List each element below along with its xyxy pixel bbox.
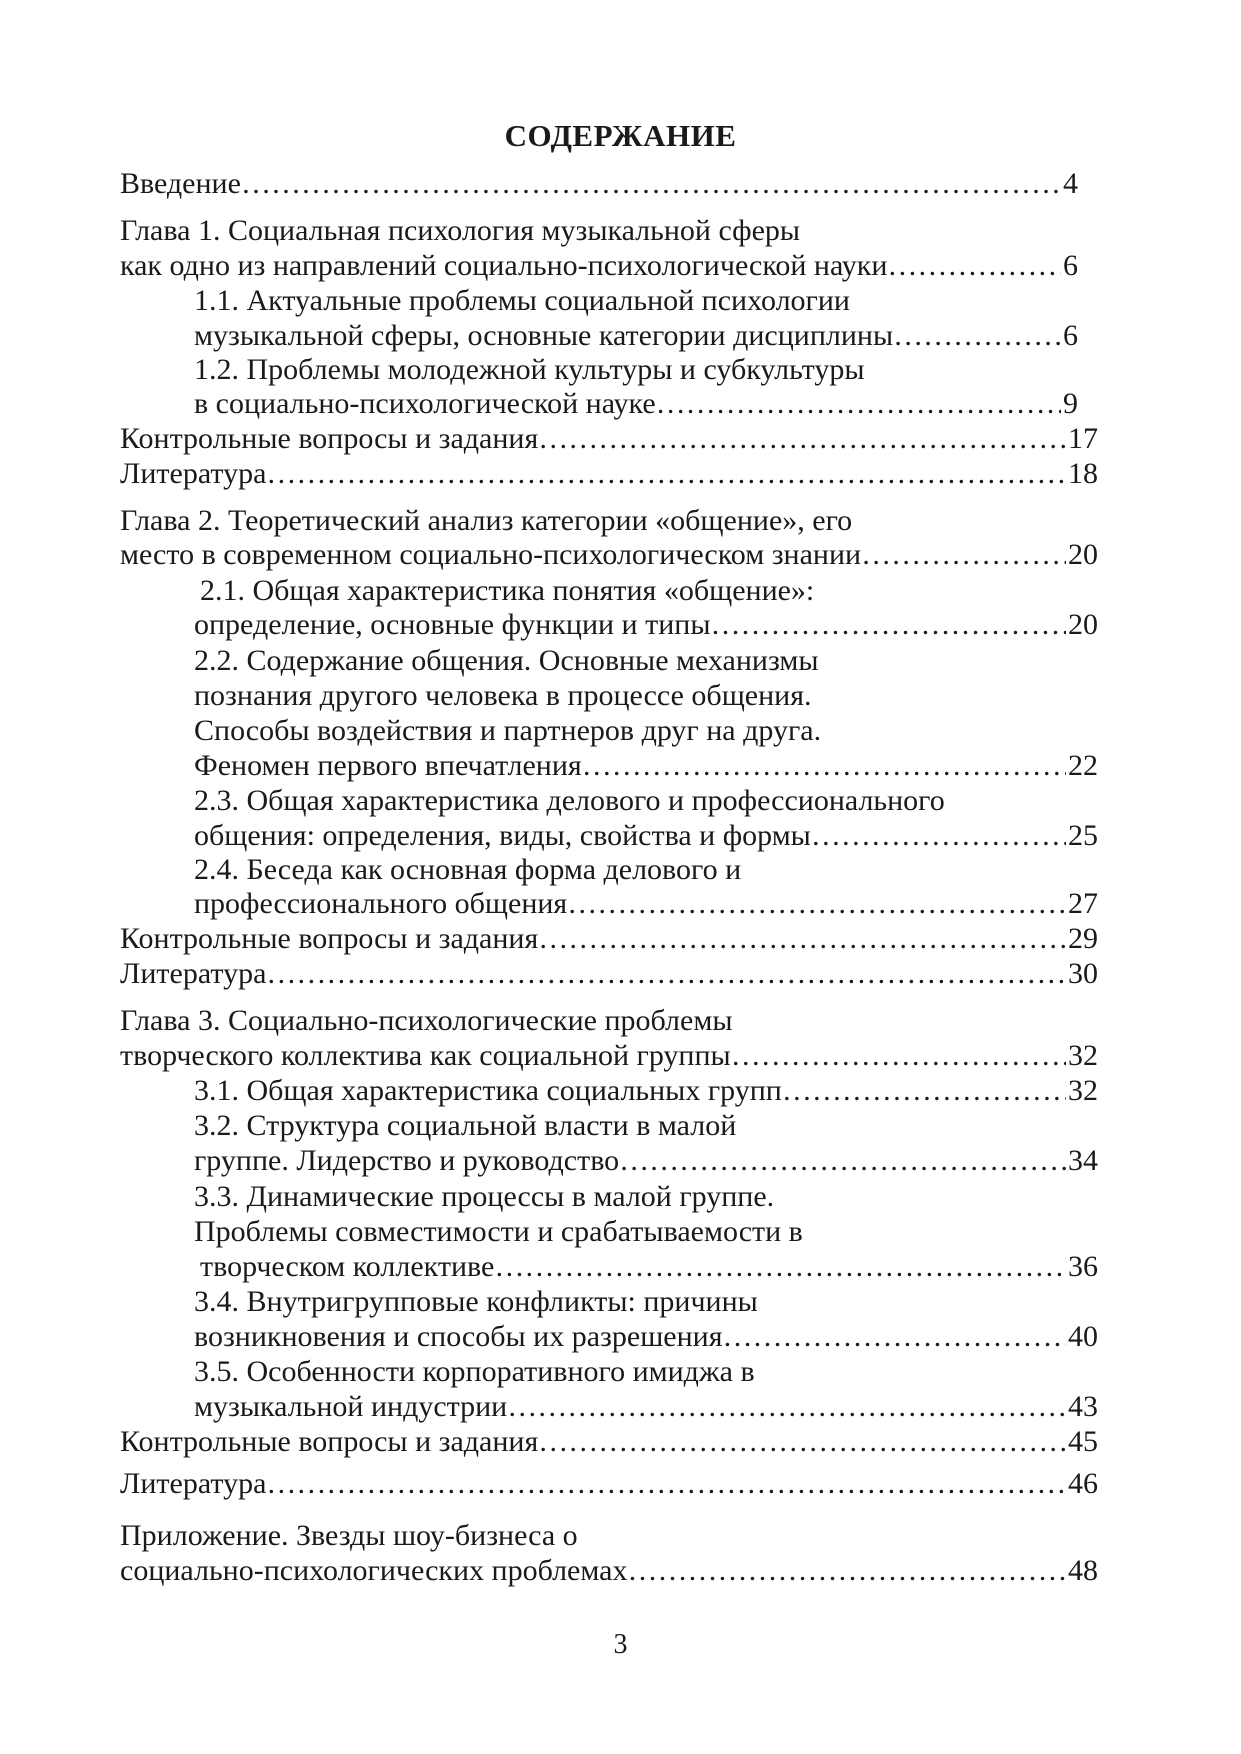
toc-entry-section-3-2[interactable]: 3.2. Структура социальной власти в малой xyxy=(194,1109,737,1142)
toc-entry-section-2-2-line-2[interactable]: познания другого человека в процессе общения. xyxy=(194,679,812,712)
toc-page-number: 18 xyxy=(1068,457,1098,490)
toc-entry-section-1-1-cont[interactable] xyxy=(194,318,1078,354)
toc-entry-review-questions-1[interactable] xyxy=(120,421,1098,457)
toc-entry-chapter-1[interactable]: Глава 1. Социальная психология музыкальной сферы xyxy=(120,214,801,247)
toc-leader-dots xyxy=(538,421,1066,457)
toc-entry-text: Контрольные вопросы и задания xyxy=(120,1425,539,1458)
toc-entry-chapter-3-cont[interactable] xyxy=(120,1038,1098,1074)
toc-entry-introduction[interactable] xyxy=(120,166,1078,202)
toc-entry-appendix-cont[interactable] xyxy=(120,1553,1098,1589)
toc-leader-dots xyxy=(538,921,1066,957)
toc-page-number: 20 xyxy=(1068,608,1098,641)
toc-entry-text: 3.1. Общая характеристика социальных групп xyxy=(194,1074,782,1107)
toc-leader-dots xyxy=(567,886,1066,922)
toc-entry-chapter-2-cont[interactable] xyxy=(120,537,1098,573)
toc-title: СОДЕРЖАНИЕ xyxy=(504,118,737,153)
toc-entry-text: Литература xyxy=(120,957,267,990)
toc-entry-text: Введение xyxy=(120,167,241,200)
toc-entry-section-2-1[interactable]: 2.1. Общая характеристика понятия «общение»: xyxy=(200,574,815,607)
toc-page-number: 25 xyxy=(1068,819,1098,852)
toc-page-number: 30 xyxy=(1068,957,1098,990)
toc-entry-appendix[interactable]: Приложение. Звезды шоу-бизнеса о xyxy=(120,1519,578,1552)
toc-entry-text: Литература xyxy=(120,1467,267,1500)
toc-entry-text: общения: определения, виды, свойства и формы xyxy=(194,819,811,852)
toc-leader-dots xyxy=(507,1389,1066,1425)
toc-entry-section-3-5-cont[interactable] xyxy=(194,1389,1098,1425)
toc-entry-section-1-1[interactable]: 1.1. Актуальные проблемы социальной психологии xyxy=(194,284,850,317)
toc-entry-literature-3[interactable] xyxy=(120,1466,1098,1502)
toc-leader-dots xyxy=(711,607,1067,643)
toc-entry-section-2-4-cont[interactable] xyxy=(194,886,1098,922)
toc-entry-review-questions-3[interactable] xyxy=(120,1424,1098,1460)
toc-entry-text: в социально-психологической науке xyxy=(194,387,656,420)
toc-entry-section-2-3-cont[interactable] xyxy=(194,818,1098,854)
toc-entry-text: Контрольные вопросы и задания xyxy=(120,922,539,955)
toc-page-number: 17 xyxy=(1068,422,1098,455)
toc-entry-section-3-1[interactable] xyxy=(194,1073,1098,1109)
toc-entry-text: группе. Лидерство и руководство xyxy=(194,1144,620,1177)
toc-leader-dots xyxy=(893,318,1061,354)
toc-page-number: 27 xyxy=(1068,887,1098,920)
toc-page-number: 34 xyxy=(1068,1144,1098,1177)
toc-entry-text: музыкальной индустрии xyxy=(194,1390,508,1423)
toc-leader-dots xyxy=(266,456,1066,492)
toc-entry-text: социально-психологических проблемах xyxy=(120,1554,628,1587)
toc-leader-dots xyxy=(723,1319,1066,1355)
toc-entry-text: место в современном социально-психологическом знании xyxy=(120,538,862,571)
toc-entry-text: профессионального общения xyxy=(194,887,568,920)
toc-entry-section-2-2-line-4[interactable] xyxy=(194,748,1098,784)
toc-leader-dots xyxy=(241,166,1061,202)
toc-page-number: 36 xyxy=(1068,1250,1098,1283)
toc-page-number: 4 xyxy=(1063,167,1078,200)
toc-leader-dots xyxy=(538,1424,1066,1460)
toc-page-number: 22 xyxy=(1068,749,1098,782)
toc-page-number: 32 xyxy=(1068,1039,1098,1072)
toc-leader-dots xyxy=(627,1553,1066,1589)
toc-page-number: 29 xyxy=(1068,922,1098,955)
toc-entry-chapter-1-cont[interactable] xyxy=(120,248,1078,284)
toc-entry-text: музыкальной сферы, основные категории дисциплины xyxy=(194,319,894,352)
toc-page-number: 32 xyxy=(1068,1074,1098,1107)
toc-entry-text: возникновения и способы их разрешения xyxy=(194,1320,723,1353)
toc-page-number: 6 xyxy=(1063,319,1078,352)
toc-page-number: 9 xyxy=(1063,387,1078,420)
toc-entry-section-3-4[interactable]: 3.4. Внутригрупповые конфликты: причины xyxy=(194,1285,758,1318)
toc-entry-literature-1[interactable] xyxy=(120,456,1098,492)
toc-page-number: 46 xyxy=(1068,1467,1098,1500)
toc-entry-section-3-4-cont[interactable] xyxy=(194,1319,1098,1355)
toc-leader-dots xyxy=(782,1073,1066,1109)
toc-leader-dots xyxy=(731,1038,1066,1074)
toc-entry-section-1-2[interactable]: 1.2. Проблемы молодежной культуры и субкультуры xyxy=(194,353,865,386)
toc-leader-dots xyxy=(266,956,1066,992)
toc-leader-dots xyxy=(619,1143,1066,1179)
toc-leader-dots xyxy=(494,1249,1066,1285)
toc-page-number: 6 xyxy=(1063,249,1078,282)
toc-entry-section-1-2-cont[interactable] xyxy=(194,386,1078,422)
toc-entry-text: творческого коллектива как социальной группы xyxy=(120,1039,731,1072)
toc-entry-section-2-4[interactable]: 2.4. Беседа как основная форма делового и xyxy=(194,853,742,886)
toc-leader-dots xyxy=(811,818,1066,854)
toc-entry-section-2-3[interactable]: 2.3. Общая характеристика делового и профессионального xyxy=(194,784,945,817)
toc-entry-section-2-1-cont[interactable] xyxy=(194,607,1098,643)
toc-entry-text: определение, основные функции и типы xyxy=(194,608,711,641)
toc-entry-section-2-2-line-3[interactable]: Способы воздействия и партнеров друг на друга. xyxy=(194,714,822,747)
toc-entry-section-3-5[interactable]: 3.5. Особенности корпоративного имиджа в xyxy=(194,1355,755,1388)
toc-entry-section-3-3-line-3[interactable] xyxy=(200,1249,1098,1285)
toc-entry-section-3-3-line-2[interactable]: Проблемы совместимости и срабатываемости в xyxy=(194,1215,803,1248)
toc-entry-text: Феномен первого впечатления xyxy=(194,749,582,782)
toc-entry-section-3-3[interactable]: 3.3. Динамические процессы в малой группе. xyxy=(194,1180,775,1213)
toc-page-number: 48 xyxy=(1068,1554,1098,1587)
toc-entry-section-2-2[interactable]: 2.2. Содержание общения. Основные механизмы xyxy=(194,644,819,677)
toc-entry-text: творческом коллективе xyxy=(200,1250,495,1283)
toc-entry-text: как одно из направлений социально-психологической науки xyxy=(120,249,888,282)
toc-leader-dots xyxy=(266,1466,1066,1502)
toc-page-number: 45 xyxy=(1068,1425,1098,1458)
toc-leader-dots xyxy=(582,748,1066,784)
toc-entry-literature-2[interactable] xyxy=(120,956,1098,992)
toc-entry-chapter-2[interactable]: Глава 2. Теоретический анализ категории «общение», его xyxy=(120,504,853,537)
toc-entry-section-3-2-cont[interactable] xyxy=(194,1143,1098,1179)
toc-entry-text: Литература xyxy=(120,457,267,490)
toc-page-number: 43 xyxy=(1068,1390,1098,1423)
toc-page-number: 20 xyxy=(1068,538,1098,571)
page-number: 3 xyxy=(613,1629,628,1660)
toc-entry-text: Контрольные вопросы и задания xyxy=(120,422,539,455)
toc-leader-dots xyxy=(656,386,1061,422)
toc-leader-dots xyxy=(861,537,1066,573)
toc-leader-dots xyxy=(887,248,1061,284)
toc-entry-chapter-3[interactable]: Глава 3. Социально-психологические проблемы xyxy=(120,1004,733,1037)
toc-entry-review-questions-2[interactable] xyxy=(120,921,1098,957)
toc-page-number: 40 xyxy=(1068,1320,1098,1353)
